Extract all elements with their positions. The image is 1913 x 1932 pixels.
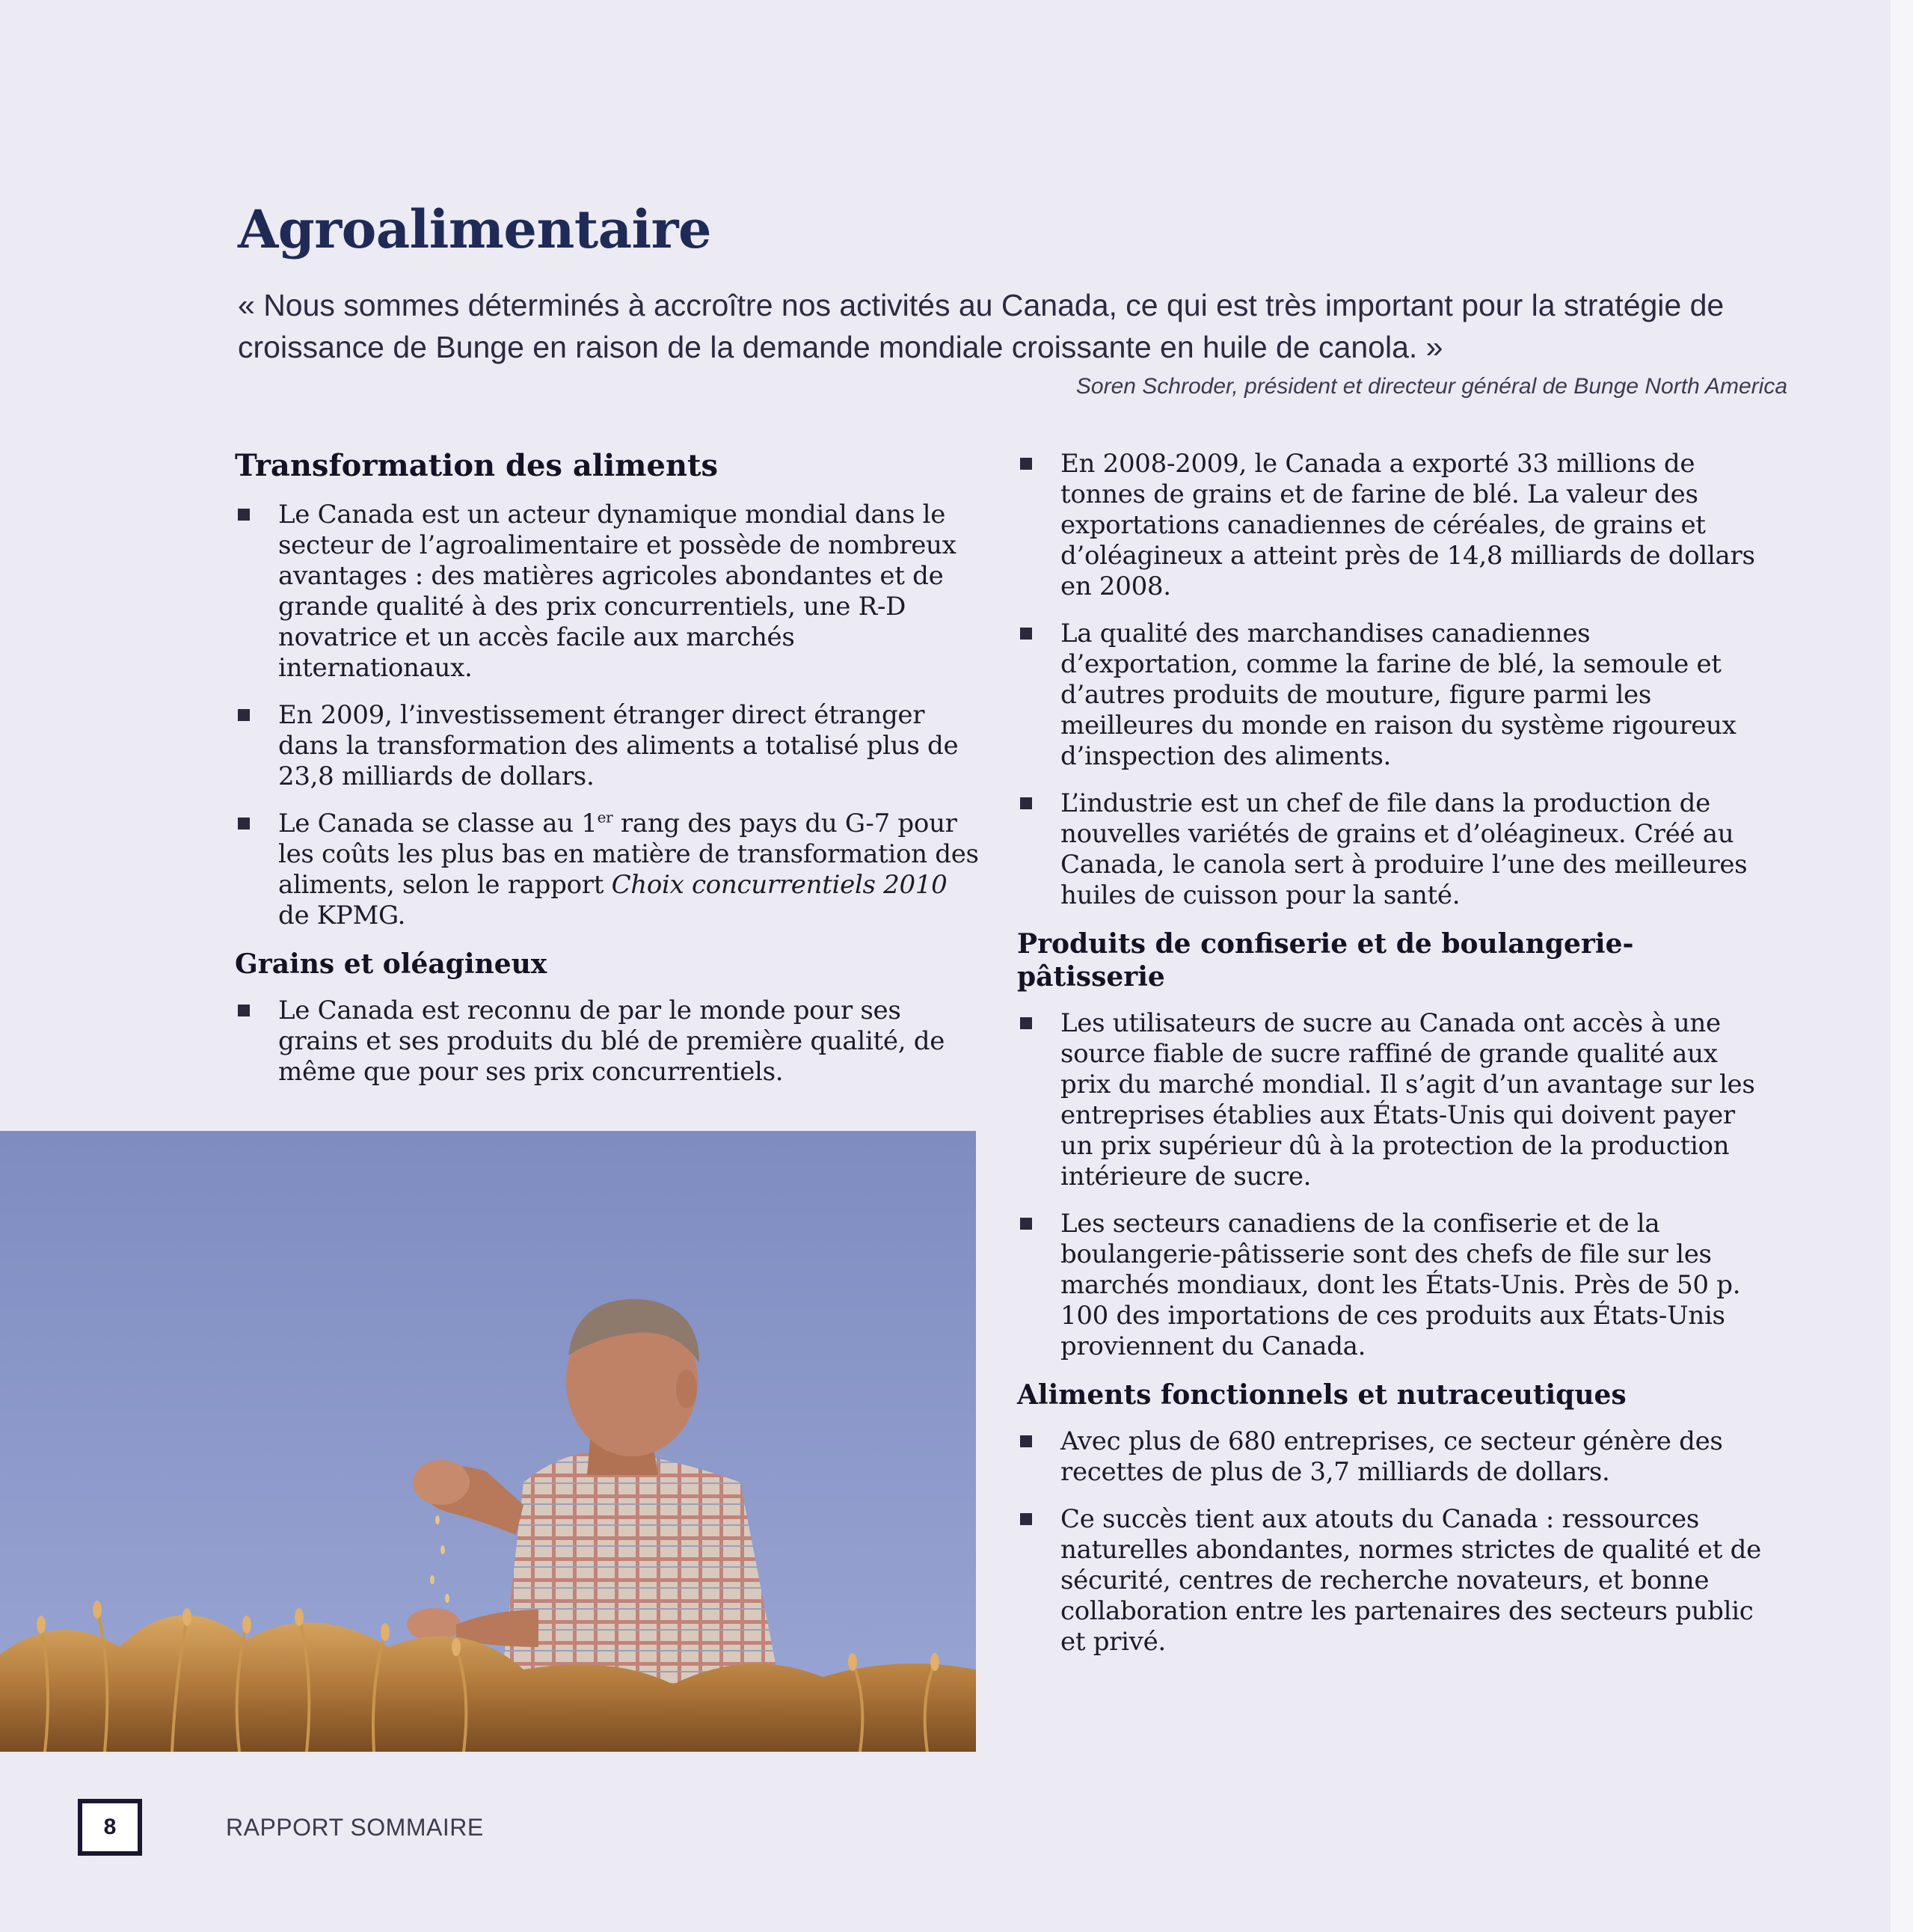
list-item	[235, 809, 983, 931]
page-edge	[1891, 0, 1913, 1932]
left-column	[235, 449, 983, 1104]
bullet-icon	[1020, 1017, 1032, 1029]
section-title-transformation: Transformation des aliments	[235, 448, 719, 483]
ear	[676, 1370, 697, 1408]
section-title-confiserie: Produits de confiserie et de boulangerie-pâtisserie	[1017, 928, 1634, 993]
list-item	[1017, 1426, 1769, 1488]
bullet-icon	[1020, 628, 1032, 640]
section-title-grains: Grains et oléagineux	[235, 948, 547, 980]
bullet-icon	[1020, 458, 1032, 470]
cupped-hand	[413, 1460, 470, 1505]
list-item	[1017, 788, 1769, 911]
page-number-box	[78, 1799, 142, 1856]
list-item	[235, 500, 983, 684]
rank-superscript: er	[597, 808, 613, 827]
list-item-text: En 2008-2009, le Canada a exporté 33 millions de tonnes de grains et de farine de blé. La valeur des exportations canadiennes de céréales, de grains et d’oléagineux a atteint près de 14,8 milliards de dollars en 2008.	[1060, 449, 1755, 601]
rank-text-mid: rang des pays du G-7 pour les coûts les plus bas en matière de transformation des aliments, selon le rapport	[278, 809, 979, 900]
list-item-text: Le Canada est reconnu de par le monde pour ses grains et ses produits du blé de première qualité, de même que pour ses prix concurrentiels.	[278, 996, 945, 1087]
confiserie-list	[1017, 1008, 1769, 1362]
bullet-icon	[238, 818, 250, 829]
bullet-icon	[1020, 1435, 1032, 1447]
list-item	[1017, 1209, 1769, 1362]
bullet-icon	[1020, 797, 1032, 809]
list-item-text: Les utilisateurs de sucre au Canada ont accès à une source fiable de sucre raffiné de grande qualité aux prix du marché mondial. Il s’agit d’un avantage sur les entreprises établies aux États-Unis qui doivent payer un prix supérieur dû à la protection de la production intérieure de sucre.	[1060, 1008, 1755, 1192]
list-item-text: Le Canada est un acteur dynamique mondial dans le secteur de l’agroalimentaire et possède de nombreux avantages : des matières agricoles abondantes et de grande qualité à des prix concurrentiels, une R-D novatrice et un accès facile aux marchés internationaux.	[278, 500, 956, 683]
transformation-list	[235, 500, 983, 931]
fonctionnels-list	[1017, 1426, 1769, 1657]
list-item	[235, 700, 983, 792]
rank-text-post: de KPMG.	[278, 901, 406, 930]
list-item	[235, 996, 983, 1088]
page-title: Agroalimentaire	[238, 198, 712, 260]
bullet-icon	[1020, 1218, 1032, 1230]
list-item-text: En 2009, l’investissement étranger direct étranger dans la transformation des aliments a totalisé plus de 23,8 milliards de dollars.	[278, 700, 959, 791]
list-item-text: Ce succès tient aux atouts du Canada : ressources naturelles abondantes, normes strictes de qualité et de sécurité, centres de recherche novateurs, et bonne collaboration entre les partenaires des secteurs public et privé.	[1060, 1504, 1761, 1657]
right-column	[1017, 449, 1769, 1674]
rank-text-pre: Le Canada se classe au 1	[278, 809, 598, 838]
list-item-text: Avec plus de 680 entreprises, ce secteur génère des recettes de plus de 3,7 milliards de dollars.	[1060, 1426, 1723, 1487]
pull-quote: « Nous sommes déterminés à accroître nos activités au Canada, ce qui est très important pour la stratégie de croissance de Bunge en raison de la demande mondiale croissante en huile de canola. »	[238, 288, 1725, 364]
grains-list	[235, 996, 983, 1088]
grains-exports-list	[1017, 449, 1769, 911]
photo-illustration	[0, 1131, 976, 1752]
page-number: 8	[103, 1815, 117, 1839]
farmer-wheat-photo	[0, 1131, 976, 1752]
list-item	[1017, 1008, 1769, 1192]
bullet-icon	[1020, 1513, 1032, 1525]
list-item	[1017, 619, 1769, 772]
list-item-text: La qualité des marchandises canadiennes d’exportation, comme la farine de blé, la semoule et d’autres produits de mouture, figure parmi les meilleures du monde en raison du système rigoureux d’inspection des aliments.	[1060, 619, 1737, 771]
section-title-fonctionnels: Aliments fonctionnels et nutraceutiques	[1017, 1379, 1627, 1411]
quote-attribution: Soren Schroder, président et directeur général de Bunge North America	[1075, 374, 1787, 399]
bullet-icon	[238, 509, 250, 521]
bullet-icon	[238, 1005, 250, 1016]
list-item-text: Les secteurs canadiens de la confiserie et de la boulangerie-pâtisserie sont des chefs de file sur les marchés mondiaux, dont les États-Unis. Près de 50 p. 100 des importations de ces produits aux États-Unis proviennent du Canada.	[1060, 1209, 1741, 1361]
list-item	[1017, 1504, 1769, 1657]
list-item-text: L’industrie est un chef de file dans la production de nouvelles variétés de grains et d’oléagineux. Créé au Canada, le canola sert à produire l’une des meilleures huiles de cuisson pour la santé.	[1060, 788, 1748, 910]
list-item	[1017, 449, 1769, 602]
bullet-icon	[238, 709, 250, 721]
lower-hand	[407, 1608, 461, 1641]
report-title: Choix concurrentiels 2010	[611, 870, 948, 900]
footer-label: RAPPORT SOMMAIRE	[226, 1814, 484, 1841]
